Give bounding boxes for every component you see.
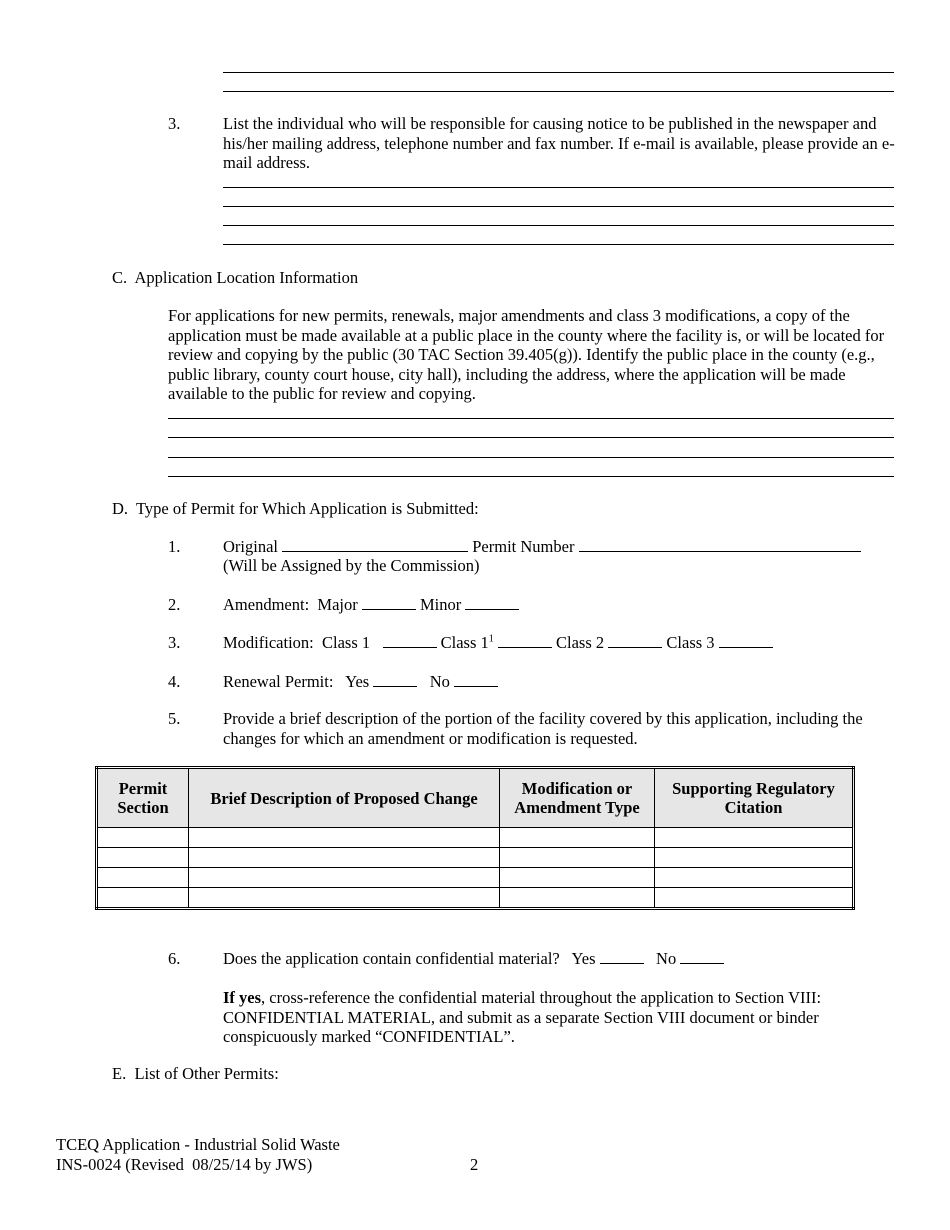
item-d6: [223, 949, 895, 969]
permit-number-blank[interactable]: [579, 537, 861, 552]
class2-label: Class 2: [556, 633, 605, 652]
section-e-heading: E. List of Other Permits:: [112, 1064, 279, 1083]
confidential-question: Does the application contain confidential material?: [223, 949, 560, 968]
answer-line[interactable]: [223, 187, 894, 188]
table-cell[interactable]: [500, 868, 655, 888]
major-blank[interactable]: [362, 595, 416, 610]
table-row: [97, 868, 854, 888]
modification-label: Modification:: [223, 633, 314, 652]
table-cell[interactable]: [500, 848, 655, 868]
item-number: 5.: [168, 709, 181, 728]
table-cell[interactable]: [655, 828, 854, 848]
renewal-yes-blank[interactable]: [373, 672, 417, 687]
col-permit-section: Permit Section: [97, 768, 189, 828]
answer-line[interactable]: [223, 206, 894, 207]
class2-blank[interactable]: [608, 633, 662, 648]
permit-number-label: Permit Number: [472, 537, 575, 556]
table-cell[interactable]: [500, 888, 655, 909]
item-number: 1.: [168, 537, 181, 556]
answer-line[interactable]: [168, 457, 894, 458]
table-cell[interactable]: [655, 868, 854, 888]
col-regulatory-citation: Supporting Regulatory Citation: [655, 768, 854, 828]
item-number: 4.: [168, 672, 181, 691]
table-cell[interactable]: [655, 888, 854, 909]
if-yes-paragraph: [223, 988, 888, 1047]
class3-label: Class 3: [666, 633, 715, 652]
amendment-label: Amendment:: [223, 595, 310, 614]
section-c-body: For applications for new permits, renewals, major amendments and class 3 modifications, a copy of the application must be made available at a public place in the county where the facility is, or will be located for review and copying by the public (30 TAC Section 39.405(g)). Identify the public place in the county (e.g., public library, county court house, city hall), including the address, where the application will be made available to the public for review and copying.: [168, 306, 885, 403]
class1-1-blank[interactable]: [498, 633, 552, 648]
table-cell[interactable]: [500, 828, 655, 848]
answer-line[interactable]: [223, 244, 894, 245]
answer-line[interactable]: [168, 437, 894, 438]
table-row: [97, 848, 854, 868]
table-cell[interactable]: [97, 868, 189, 888]
col-modification-type: Modification or Amendment Type: [500, 768, 655, 828]
section-d-heading: D. Type of Permit for Which Application is Submitted:: [112, 499, 479, 518]
confidential-no-blank[interactable]: [680, 949, 724, 964]
footnote-mark: 1: [488, 633, 494, 645]
table-cell[interactable]: [655, 848, 854, 868]
table-header-row: [97, 768, 854, 828]
class1-blank[interactable]: [383, 633, 437, 648]
minor-label: Minor: [419, 595, 462, 614]
no-label: No: [656, 949, 677, 968]
yes-label: Yes: [571, 949, 596, 968]
answer-line[interactable]: [168, 476, 894, 477]
no-label: No: [429, 672, 450, 691]
class1-1-label: Class 1: [440, 633, 489, 652]
footer-title: TCEQ Application - Industrial Solid Waste: [56, 1135, 340, 1154]
if-yes-text: , cross-reference the confidential material throughout the application to Section VIII: CONFIDENTIAL MATERIAL, and submit as a separate Section VIII document or binder conspicuously marked “CONFIDENTIAL”.: [223, 988, 822, 1046]
item-d4: [223, 672, 895, 692]
table-cell[interactable]: [189, 868, 500, 888]
table-cell[interactable]: [189, 828, 500, 848]
col-brief-description: Brief Description of Proposed Change: [189, 768, 500, 828]
table-cell[interactable]: [189, 848, 500, 868]
footer-form-id: INS-0024 (Revised 08/25/14 by JWS): [56, 1155, 313, 1174]
answer-line[interactable]: [223, 72, 894, 73]
item-number: 2.: [168, 595, 181, 614]
item-d2: [223, 595, 895, 615]
major-label: Major: [317, 595, 358, 614]
table-row: [97, 828, 854, 848]
minor-blank[interactable]: [465, 595, 519, 610]
item-d3: [223, 633, 895, 653]
table-cell[interactable]: [97, 828, 189, 848]
item-number: 6.: [168, 949, 181, 968]
renewal-no-blank[interactable]: [454, 672, 498, 687]
table-cell[interactable]: [97, 888, 189, 909]
class1-label: Class 1: [321, 633, 371, 652]
answer-line[interactable]: [168, 418, 894, 419]
answer-line[interactable]: [223, 91, 894, 92]
section-c-heading: C. Application Location Information: [112, 268, 359, 287]
confidential-yes-blank[interactable]: [600, 949, 644, 964]
table-cell[interactable]: [189, 888, 500, 909]
proposed-changes-table: [95, 766, 855, 910]
yes-label: Yes: [345, 672, 370, 691]
item-d5-text: Provide a brief description of the portion of the facility covered by this application, including the changes for which an amendment or modification is requested.: [223, 709, 863, 748]
if-yes-bold: If yes: [223, 988, 262, 1007]
item-b3-text: List the individual who will be responsible for causing notice to be published in the newspaper and his/her mailing address, telephone number and fax number. If e-mail is available, please provide an e-mail address.: [223, 114, 895, 172]
page-number: 2: [470, 1155, 479, 1174]
item-number: 3.: [168, 633, 181, 652]
table-cell[interactable]: [97, 848, 189, 868]
answer-line[interactable]: [223, 225, 894, 226]
original-blank[interactable]: [282, 537, 468, 552]
permit-number-note: (Will be Assigned by the Commission): [223, 556, 480, 575]
item-number: 3.: [168, 114, 181, 133]
original-label: Original: [223, 537, 278, 556]
item-d1: [223, 537, 895, 557]
renewal-label: Renewal Permit:: [223, 672, 334, 691]
class3-blank[interactable]: [719, 633, 773, 648]
table-row: [97, 888, 854, 909]
